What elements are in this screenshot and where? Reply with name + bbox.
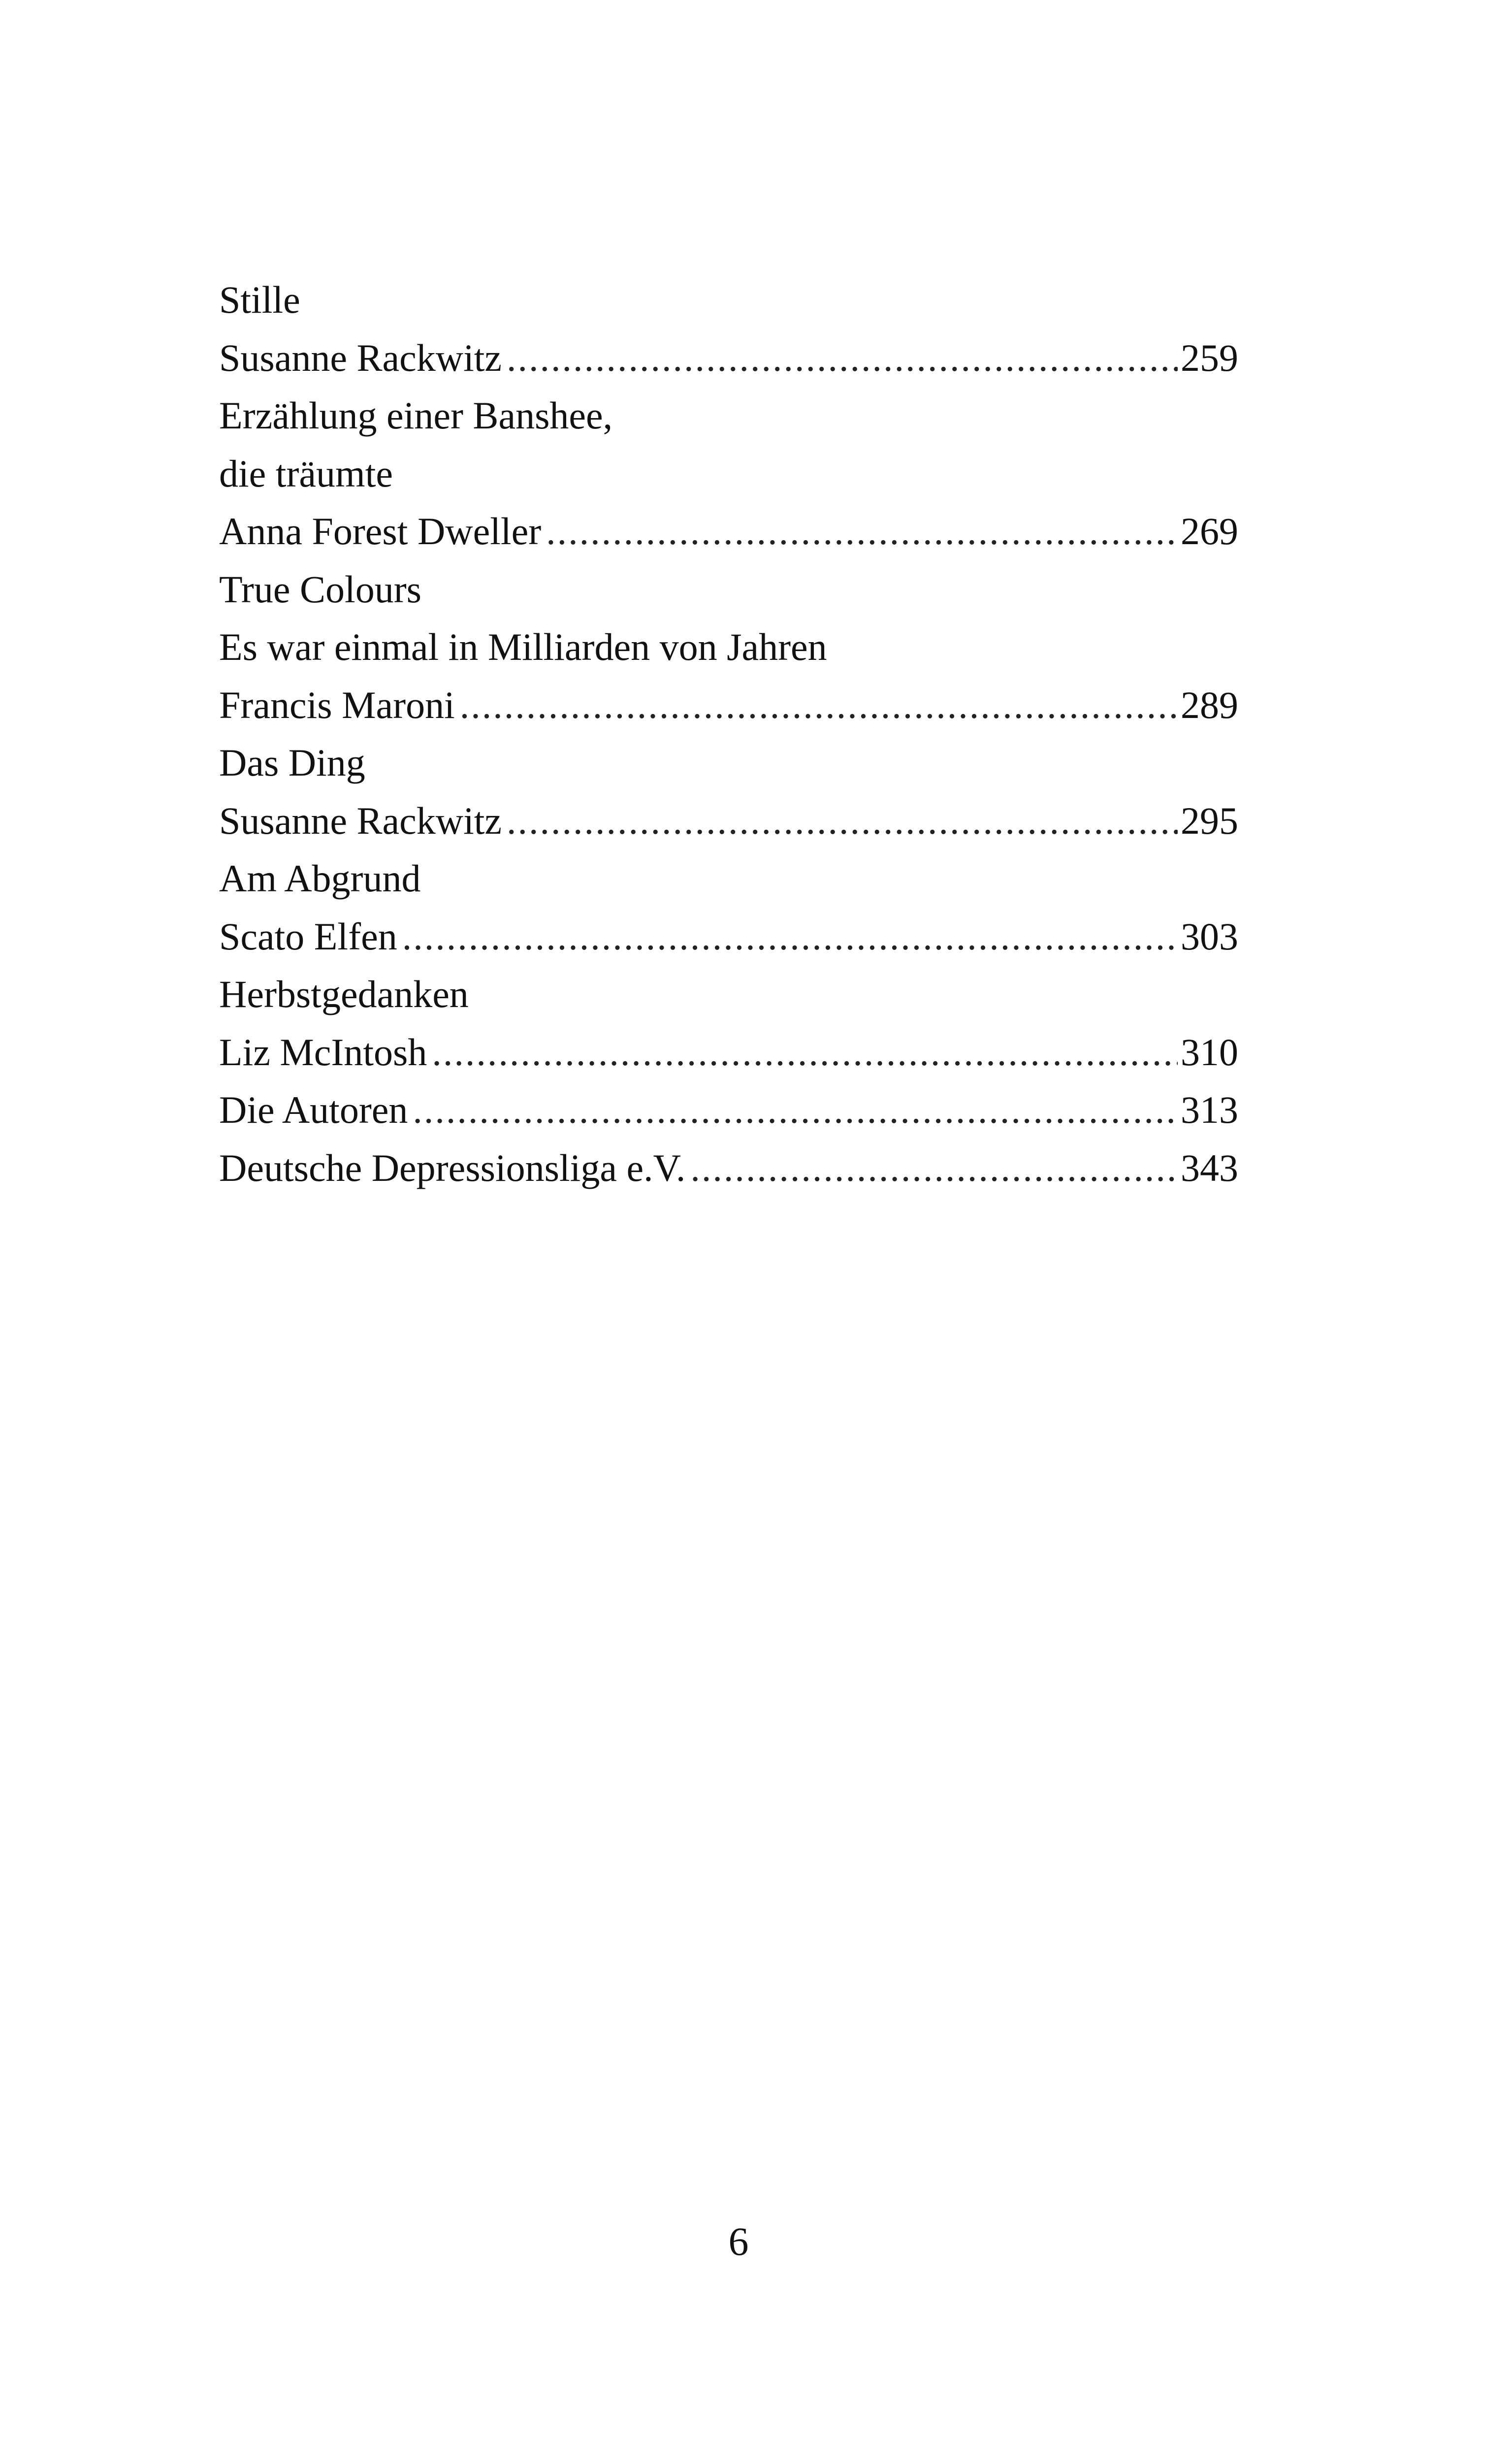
toc-title: Herbstgedanken [219,973,469,1015]
toc-title: Es war einmal in Milliarden von Jahren [219,625,827,668]
toc-entry [219,329,1238,387]
dot-leader [546,502,1178,560]
toc-page-number: 295 [1181,799,1238,842]
toc-entry [219,1023,1238,1081]
toc-title: Am Abgrund [219,857,421,900]
toc-title-line [219,849,1238,908]
toc-title: Das Ding [219,741,365,784]
dot-leader [507,329,1178,387]
toc-page-number: 259 [1181,336,1238,379]
page-number: 6 [728,2219,749,2264]
toc-title-line [219,387,1238,445]
toc-page-number: 289 [1181,683,1238,726]
toc-title: Stille [219,278,300,321]
dot-leader [460,676,1178,734]
toc-entry [219,502,1238,560]
toc-title: Erzählung einer Banshee, [219,394,613,437]
toc-author: Susanne Rackwitz [219,799,502,842]
dot-leader [690,1139,1178,1197]
toc-section: Die Autoren [219,1088,408,1131]
toc-author: Susanne Rackwitz [219,336,502,379]
dot-leader [402,908,1178,966]
toc-page-number: 313 [1181,1088,1238,1131]
toc-page-number: 303 [1181,914,1238,958]
toc-title: True Colours [219,567,422,611]
dot-leader [432,1023,1178,1081]
toc-page-number: 269 [1181,510,1238,553]
toc-title-line [219,560,1238,619]
toc-author: Liz McIntosh [219,1030,427,1074]
toc-title-line [219,271,1238,329]
toc-title-line [219,965,1238,1023]
toc-author: Francis Maroni [219,683,455,726]
toc-page-number: 343 [1181,1146,1238,1189]
toc-entry [219,1139,1238,1197]
toc-title-line [219,618,1238,676]
toc-title-line [219,445,1238,503]
toc-entry [219,676,1238,734]
toc-section: Deutsche Depressionsliga e.V. [219,1146,686,1189]
toc-title: die träumte [219,452,393,495]
dot-leader [507,792,1178,850]
dot-leader [413,1081,1178,1139]
toc-author: Scato Elfen [219,914,397,958]
toc-entry [219,908,1238,966]
table-of-contents [219,271,1238,1197]
toc-entry [219,1081,1238,1139]
toc-page-number: 310 [1181,1030,1238,1074]
toc-title-line [219,734,1238,792]
toc-entry [219,792,1238,850]
toc-author: Anna Forest Dweller [219,510,542,553]
